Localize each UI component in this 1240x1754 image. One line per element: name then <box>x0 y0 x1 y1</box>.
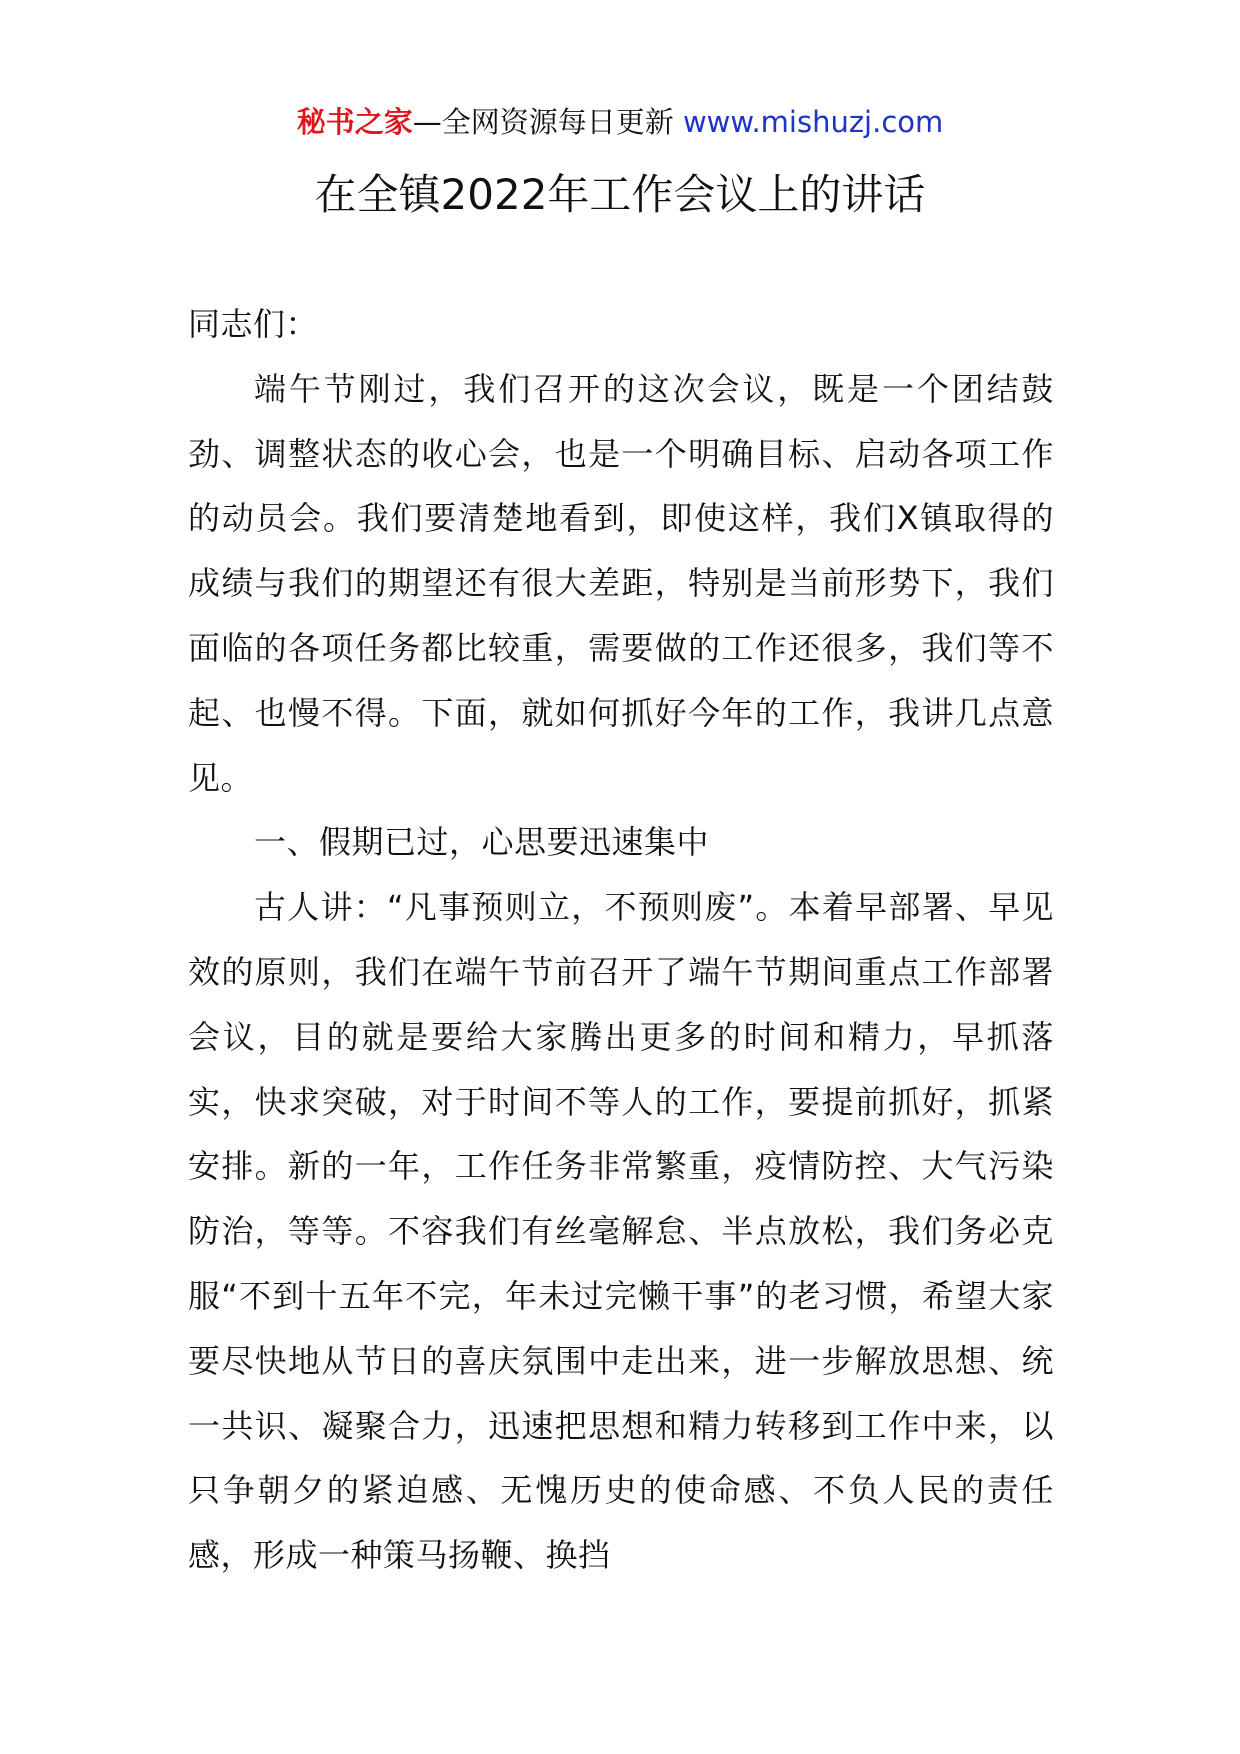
site-brand[interactable]: 秘书之家 <box>296 105 413 139</box>
document-title: 在全镇2022年工作会议上的讲话 <box>314 170 926 219</box>
section-1-paragraph: 古人讲：“凡事预则立，不预则废”。本着早部署、早见效的原则，我们在端午节前召开了端午节期间重点工作部署会议，目的就是要给大家腾出更多的时间和精力，早抓落实，快求突破，对于时间不等人的工作，要提前抓好，抓紧安排。新的一年，工作任务非常繁重，疫情防控、大气污染防治，等等。不容我们有丝毫解怠、半点放松，我们务必克服“不到十五年不完，年未过完懒干事”的老习惯，希望大家要尽快地从节日的喜庆氛围中走出来，进一步解放思想、统一共识、凝聚合力，迅速把思想和精力转移到工作中来，以只争朝夕的紧迫感、无愧历史的使命感、不负人民的责任感，形成一种策马扬鞭、换挡 <box>188 888 1054 1575</box>
salutation: 同志们： <box>188 305 319 343</box>
site-tagline: —全网资源每日更新 <box>412 105 674 139</box>
body-paragraph-1: 端午节刚过，我们召开的这次会议，既是一个团结鼓劲、调整状态的收心会，也是一个明确目标、启动各项工作的动员会。我们要清楚地看到，即使这样，我们X镇取得的成绩与我们的期望还有很大差距，特别是当前形势下，我们面临的各项任务都比较重，需要做的工作还很多，我们等不起、也慢不得。下面，就如何抓好今年的工作，我讲几点意见。 <box>188 369 1054 797</box>
site-header <box>0 102 1240 142</box>
section-heading-1: 一、假期已过，心思要迅速集中 <box>254 823 710 862</box>
site-url-link[interactable]: www.mishuzj.com <box>682 105 944 139</box>
document-body <box>188 292 1054 1588</box>
